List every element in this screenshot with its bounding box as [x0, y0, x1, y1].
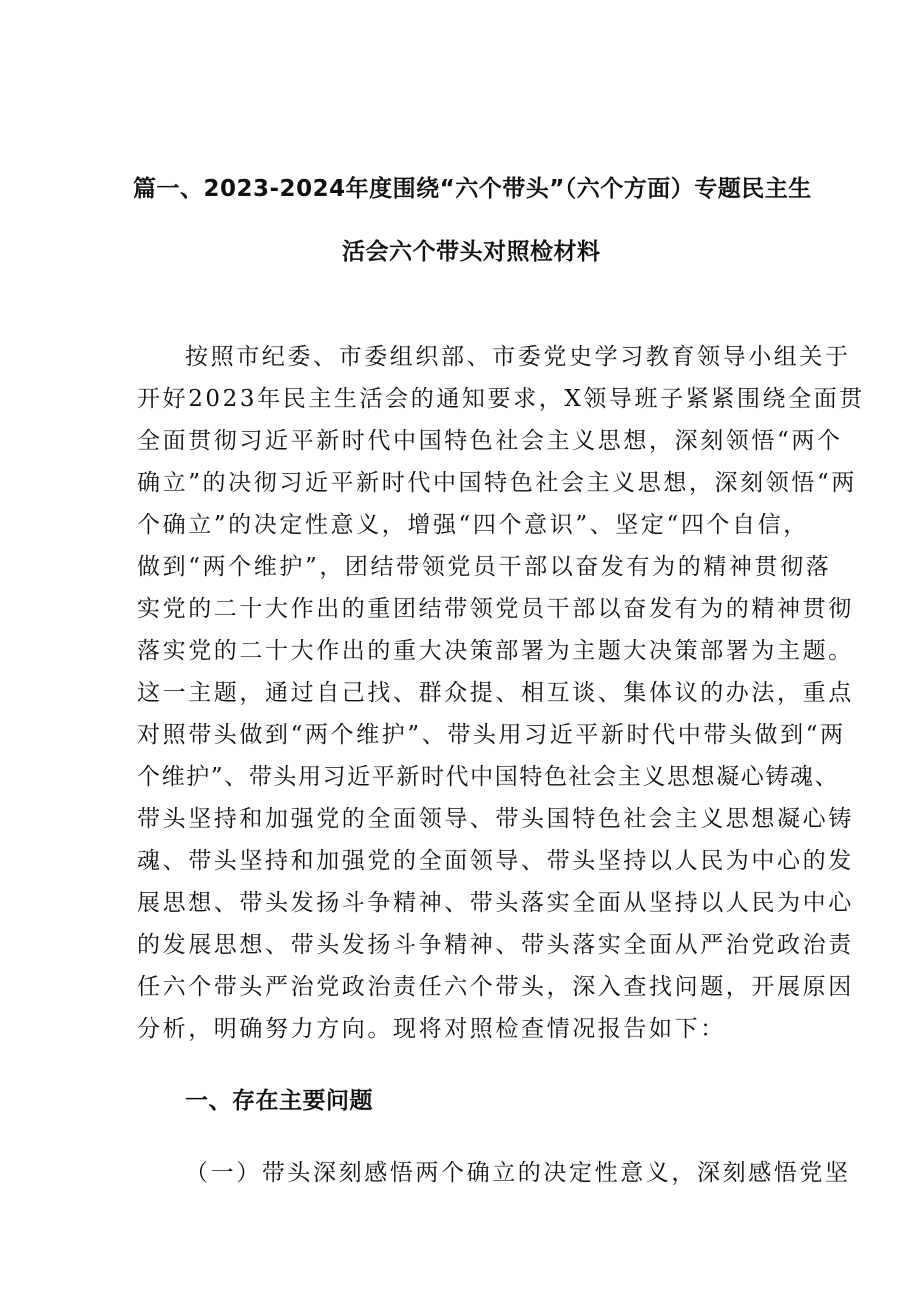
paragraph-line: 开好2023年民主生活会的通知要求，X领导班子紧紧围绕全面贯 [137, 386, 865, 412]
document-title-line-2: 活会六个带头对照检材料 [342, 239, 601, 265]
subsection-line: （一）带头深刻感悟两个确立的决定性意义，深刻感悟党坚 [185, 1160, 851, 1186]
paragraph-line: 做到“两个维护”，团结带领党员干部以奋发有为的精神贯彻落 [137, 554, 832, 580]
paragraph-line: 个维护”、带头用习近平新时代中国特色社会主义思想凝心铸魂、 [137, 764, 840, 790]
section-heading: 一、存在主要问题 [185, 1088, 373, 1114]
paragraph-line: 带头坚持和加强党的全面领导、带头国特色社会主义思想凝心铸 [137, 806, 854, 832]
paragraph-line: 分析，明确努力方向。现将对照检查情况报告如下： [137, 1016, 726, 1042]
paragraph-line: 按照市纪委、市委组织部、市委党史学习教育领导小组关于 [185, 344, 851, 370]
paragraph-line: 个确立”的决定性意义，增强“四个意识”、坚定“四个自信， [137, 512, 809, 538]
paragraph-line: 确立”的决彻习近平新时代中国特色社会主义思想，深刻领悟“两 [137, 470, 857, 496]
paragraph-line: 这一主题，通过自己找、群众提、相互谈、集体议的办法，重点 [137, 680, 854, 706]
paragraph-line: 对照带头做到“两个维护”、带头用习近平新时代中带头做到“两 [137, 722, 846, 748]
paragraph-line: 实党的二十大作出的重团结带领党员干部以奋发有为的精神贯彻 [137, 596, 854, 622]
paragraph-line: 任六个带头严治党政治责任六个带头，深入查找问题，开展原因 [137, 974, 854, 1000]
paragraph-line: 全面贯彻习近平新时代中国特色社会主义思想，深刻领悟“两个 [137, 428, 843, 454]
paragraph-line: 落实党的二十大作出的重大决策部署为主题大决策部署为主题。 [137, 638, 854, 664]
document-title-line-1: 篇一、2023-2024年度围绕“六个带头”（六个方面）专题民主生 [133, 176, 812, 202]
paragraph-line: 的发展思想、带头发扬斗争精神、带头落实全面从严治党政治责 [137, 932, 854, 958]
paragraph-line: 魂、带头坚持和加强党的全面领导、带头坚持以人民为中心的发 [137, 848, 854, 874]
paragraph-line: 展思想、带头发扬斗争精神、带头落实全面从坚持以人民为中心 [137, 890, 854, 916]
